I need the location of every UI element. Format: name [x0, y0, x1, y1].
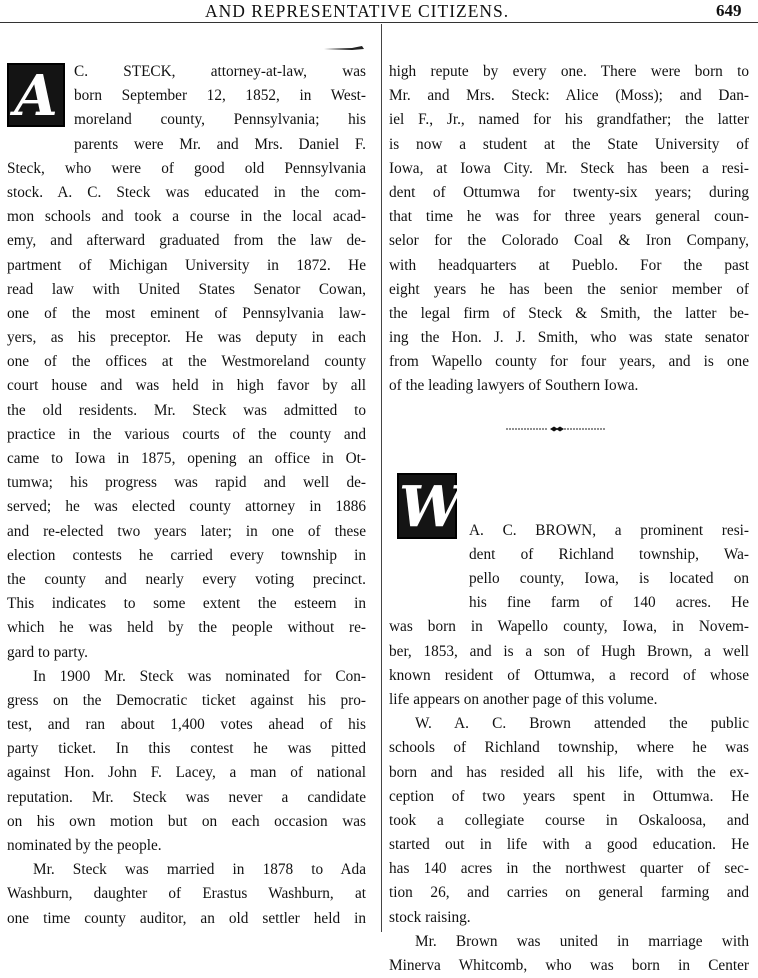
text-line: Mr. and Mrs. Steck: Alice (Moss); and Dan-: [389, 87, 749, 105]
text-line: iel F., Jr., named for his grandfather; the latter: [389, 111, 749, 129]
text-line: the county and nearly every voting precinct.: [7, 570, 366, 588]
text-line: parents were Mr. and Mrs. Daniel F.: [74, 135, 366, 153]
text-line: stock raising.: [389, 908, 471, 926]
text-line: life appears on another page of this volume.: [389, 690, 658, 708]
text-line: was born in Wapello county, Iowa, in Novem-: [389, 618, 749, 636]
text-line: known resident of Ottumwa, a record of whose: [389, 666, 749, 684]
text-line: moreland county, Pennsylvania; his: [74, 111, 366, 129]
text-line: read law with United States Senator Cowan,: [7, 280, 366, 298]
paragraph-start-line: Mr. Steck was married in 1878 to Ada: [33, 861, 366, 879]
paragraph-start-line: Mr. Brown was united in marriage with: [415, 932, 749, 950]
text-line: with headquarters at Pueblo. For the past: [389, 256, 749, 274]
text-line: This indicates to some extent the esteem in: [7, 595, 366, 613]
page-number: 649: [716, 1, 742, 20]
ink-mark: [322, 44, 366, 52]
running-header-title: AND REPRESENTATIVE CITIZENS.: [205, 1, 510, 21]
text-line: born September 12, 1852, in West-: [74, 87, 366, 105]
text-line: emy, and afterward graduated from the law de-: [7, 232, 366, 250]
text-line: came to Iowa in 1875, opening an office in Ot-: [7, 450, 366, 467]
text-line: and re-elected two years later; in one of these: [7, 522, 366, 540]
text-line: test, and ran about 1,400 votes ahead of his: [7, 716, 366, 734]
text-line: Washburn, daughter of Erastus Washburn, at: [7, 885, 366, 903]
text-line: his fine farm of 140 acres. He: [469, 594, 749, 612]
text-line: of the leading lawyers of Southern Iowa.: [389, 377, 639, 395]
text-line: born and has resided all his life, with the ex-: [389, 763, 749, 781]
text-line: which he was held by the people without re-: [7, 619, 366, 637]
text-line: yers, as his preceptor. He was deputy in each: [7, 329, 366, 347]
text-line: the old residents. Mr. Steck was admitted to: [7, 401, 366, 419]
header-rule: [0, 22, 758, 23]
text-line: gress on the Democratic ticket against his pro-: [7, 691, 366, 709]
left-column: [7, 60, 366, 931]
text-line: partment of Michigan University in 1872. He: [7, 256, 366, 274]
text-line: practice in the various courts of the county and: [7, 425, 366, 443]
text-line: selor for the Colorado Coal & Iron Company,: [389, 232, 749, 250]
text-line: one time county auditor, an old settler held in: [7, 909, 366, 927]
paragraph-start-line: In 1900 Mr. Steck was nominated for Con-: [33, 667, 366, 685]
text-line: stock. A. C. Steck was educated in the com-: [7, 183, 366, 201]
text-line: from Wapello county for four years, and is one: [389, 353, 749, 371]
text-line: A. C. BROWN, a prominent resi-: [469, 521, 749, 539]
text-line: Iowa, at Iowa City. Mr. Steck has been a resi-: [389, 159, 749, 177]
text-line: Steck, who were of good old Pennsylvania: [7, 159, 366, 177]
text-line: ing the Hon. J. J. Smith, who was state senator: [389, 329, 749, 347]
text-line: against Hon. John F. Lacey, a man of national: [7, 764, 366, 782]
text-line: eight years he has been the senior member of: [389, 280, 749, 298]
text-line: mon schools and took a course in the local acad-: [7, 208, 366, 226]
text-line: election contests he carried every township in: [7, 546, 366, 564]
text-line: party ticket. In this contest he was pitted: [7, 740, 366, 758]
text-line: started out in life with a good education. He: [389, 836, 749, 854]
text-line: took a collegiate course in Oskaloosa, and: [389, 811, 749, 829]
text-line: tion 26, and carries on general farming and: [389, 884, 749, 902]
text-line: has 140 acres in the northwest quarter of sec-: [389, 860, 749, 878]
text-line: on his own motion but on each occasion was: [7, 812, 366, 830]
text-line: dent of Richland township, Wa-: [469, 545, 749, 563]
text-line: high repute by every one. There were born to: [389, 63, 749, 80]
text-line: one of the offices at the Westmoreland county: [7, 353, 366, 371]
text-line: Minerva Whitcomb, who was born in Center: [389, 957, 749, 974]
text-line: served; he was elected county attorney in 1886: [7, 498, 366, 516]
drop-cap-w: W: [399, 474, 462, 540]
text-line: the legal firm of Steck & Smith, the latter be-: [389, 304, 749, 322]
text-line: ber, 1853, and is a son of Hugh Brown, a well: [389, 642, 749, 660]
drop-cap-a: A: [7, 63, 65, 127]
text-line: tumwa; his progress was rapid and well de-: [7, 474, 366, 492]
text-line: ception of two years spent in Ottumwa. He: [389, 787, 749, 805]
text-line: that time he was for three years general coun-: [389, 208, 749, 226]
section-separator-ornament: [506, 426, 606, 432]
text-line: one of the most eminent of Pennsylvania law-: [7, 304, 366, 322]
text-line: pello county, Iowa, is located on: [469, 570, 749, 587]
text-line: is now a student at the State University of: [389, 135, 749, 153]
text-line: court house and was held in high favor by all: [7, 377, 366, 395]
text-line: schools of Richland township, where he was: [389, 739, 749, 757]
text-line: gard to party.: [7, 643, 88, 661]
text-line: dent of Ottumwa for twenty-six years; during: [389, 183, 749, 201]
text-line: C. STECK, attorney-at-law, was: [74, 63, 366, 80]
column-divider: [381, 24, 382, 932]
paragraph-start-line: W. A. C. Brown attended the public: [415, 715, 749, 733]
right-column: [389, 60, 749, 978]
text-line: nominated by the people.: [7, 837, 162, 854]
text-line: reputation. Mr. Steck was never a candidate: [7, 788, 366, 806]
